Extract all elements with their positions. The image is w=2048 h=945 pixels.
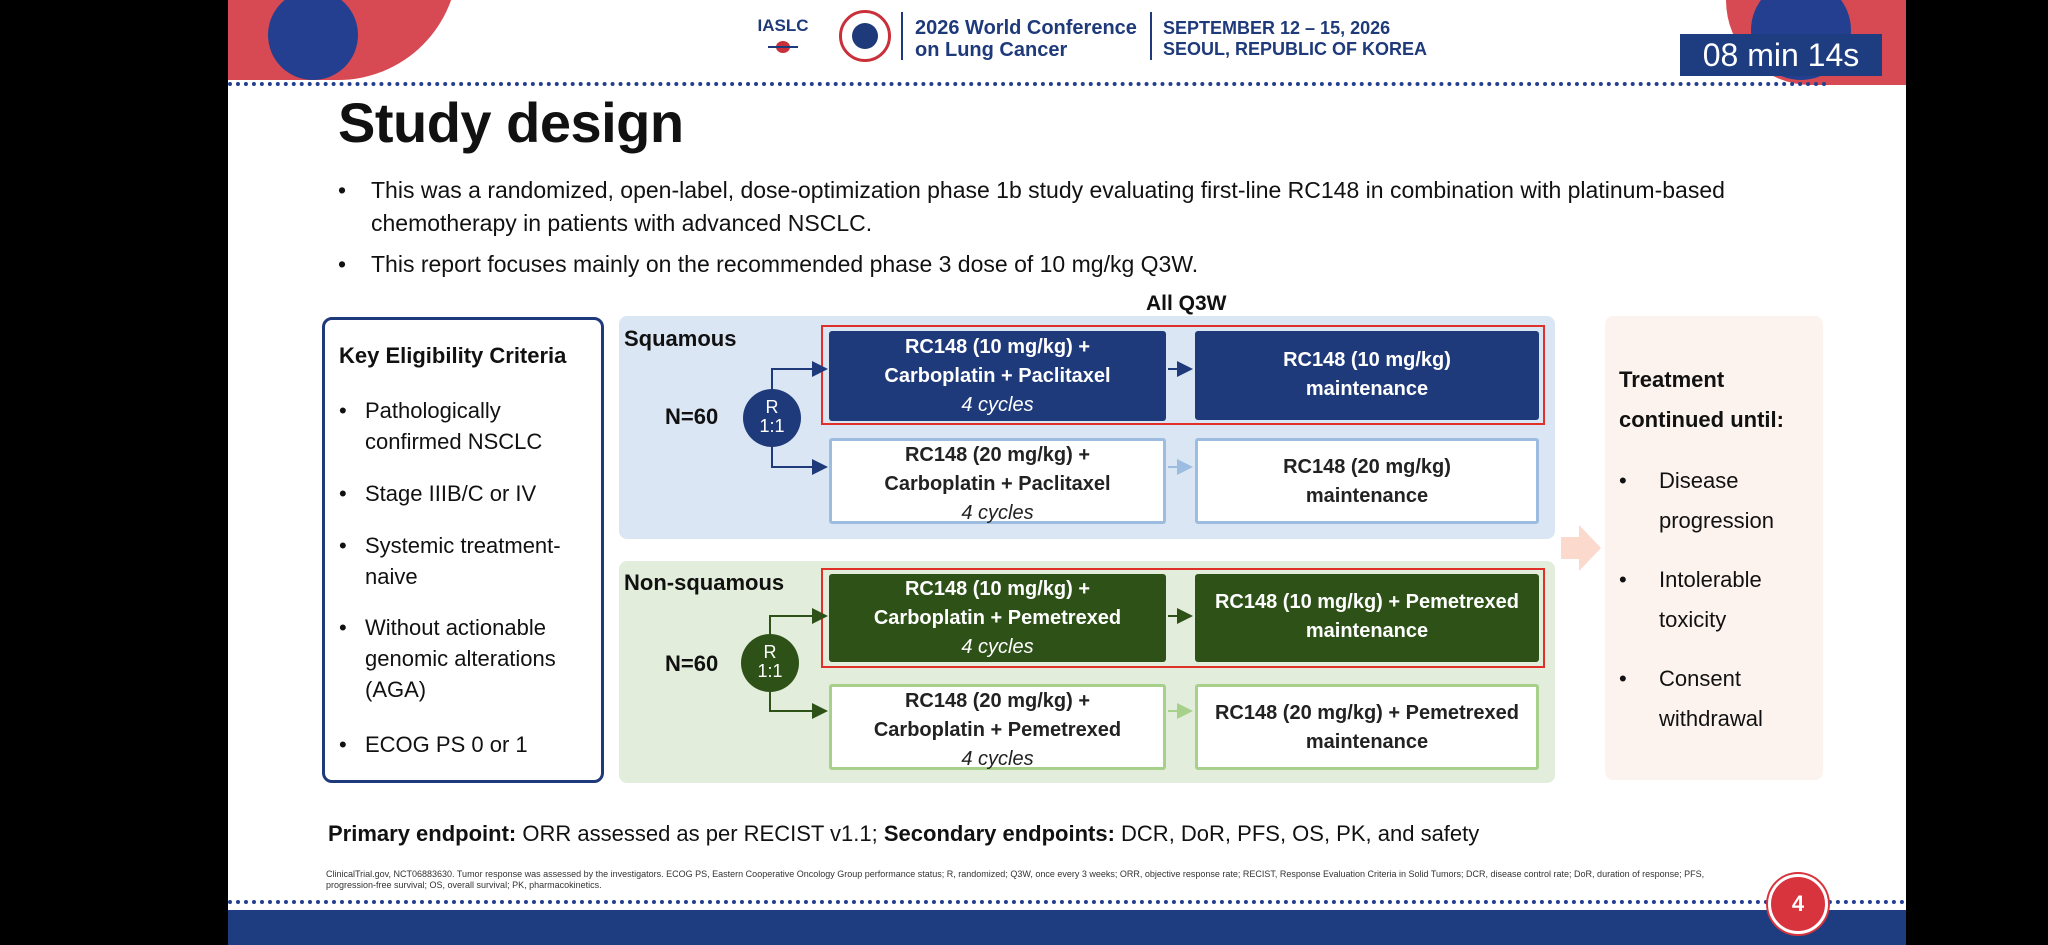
squamous-label: Squamous	[624, 326, 737, 351]
primary-endpoint-text: ORR assessed as per RECIST v1.1;	[516, 821, 884, 846]
eligibility-text: naive	[365, 564, 418, 589]
countdown-timer: 08 min 14s	[1680, 34, 1882, 76]
secondary-endpoint-label: Secondary endpoints:	[883, 821, 1115, 846]
eligibility-text: ECOG PS 0 or 1	[365, 732, 528, 757]
conference-location: SEOUL, REPUBLIC OF KOREA	[1163, 39, 1428, 59]
bullet-text: This was a randomized, open-label, dose-optimization phase 1b study evaluating first-line RC148 in combination with platinum-based	[371, 177, 1725, 203]
conference-date-line1: SEPTEMBER 12 – 15, 2026	[1163, 18, 1391, 38]
arm-cycles: 4 cycles	[961, 636, 1034, 658]
treatment-title-line1: Treatment	[1619, 367, 1725, 392]
arm-text: Carboplatin + Pemetrexed	[873, 719, 1122, 741]
footer-bar	[228, 910, 1906, 945]
arm-text: Carboplatin + Paclitaxel	[884, 365, 1111, 387]
eligibility-text: Stage IIIB/C or IV	[365, 481, 537, 506]
treatment-stop-text: Disease	[1659, 468, 1739, 493]
squamous-n: N=60	[665, 404, 719, 429]
nonsquamous-label: Non-squamous	[624, 570, 785, 595]
randomization-connector	[772, 369, 824, 389]
footnote: ClinicalTrial.gov, NCT06883630. Tumor response was assessed by the investigators. ECOG PS, Eastern Cooperative Oncology Group performance status; R, randomized; Q3W, once every 3 weeks; ORR, objective response rate; RECIST, Response Evaluation Criteria in Solid Tumors; DCR, disease control rate; DoR, duration of response; PFS, progression-free survival; OS, overall survival; PK, pharmacokinetics.	[326, 869, 1705, 890]
treatment-stop-text: Consent	[1659, 666, 1741, 691]
arm-cycles: 4 cycles	[961, 502, 1034, 524]
randomization-ratio: 1:1	[757, 661, 783, 681]
schedule-label: All Q3W	[1146, 292, 1227, 315]
iaslc-logo: IASLC	[757, 16, 809, 35]
randomization-label: R	[765, 397, 779, 417]
eligibility-text: Systemic treatment-	[365, 533, 561, 558]
eligibility-text: genomic alterations	[365, 646, 556, 671]
eligibility-box: Key Eligibility Criteria • Pathologically confirmed NSCLC • Stage IIIB/C or IV • Systemic treatment- naive • Without actionable genomic alterations (AGA) • ECOG PS 0 or 1	[322, 317, 604, 783]
eligibility-title: Key Eligibility Criteria	[339, 343, 567, 368]
arm-text: RC148 (10 mg/kg) +	[904, 578, 1091, 600]
maintenance-text: RC148 (10 mg/kg)	[1283, 349, 1451, 371]
arm-text: Carboplatin + Paclitaxel	[884, 473, 1111, 495]
slide: IASLC 2026 World Conference on Lung Cancer SEPTEMBER 12 – 15, 2026 SEOUL, REPUBLIC OF KOREA 08 min 14s Study design • This was a randomized, open-label, dose-optimization phase 1b study evaluating first-line RC148 in combination with platinum-based chemotherapy in patients with advanced NSCLC. • This report focuses mainly on the recommended phase 3 dose of 10 mg/kg Q3W. All Q3W Key Eligibility Criteria • Pathologically confirmed NSCLC • Stage IIIB/C or IV • Systemic treatment- naive • Without actionable genomic alterations (AGA) • ECOG PS 0 or 1 Squamous N=60 R 1:1 RC148 (10 mg/kg) + Carboplatin + Paclitaxel 4 cycles RC148 (10 mg/kg) maintenance RC148 (20 mg/kg) + Carboplatin + Paclitaxel 4 cycles RC148 (20 mg/kg) maintenance Non-squamous N=60 R 1:1 RC148 (10 mg/kg) + Carboplatin + Pemetrexed 4 cycles RC148 (10 mg/kg) + Pemetrexed maintenance RC148 (20 mg/kg) + Carboplatin + Pemetrexed 4 cycles RC148 (20 mg/kg) + Pemetrexed maintenance Treatment continued until: • Disease progression • Intolerable toxicity • Consent withdrawal Primary endpoint: ORR assessed as per RECIST v1.1; Secondary endpoints: DCR, DoR, PFS, OS, PK, and safety ClinicalTrial.gov, NCT06883630. Tumor response was assessed by the investigators. ECOG PS, Eastern Cooperative Oncology Group performance status; R, randomized; Q3W, once every 3 weeks; ORR, objective response rate; RECIST, Response Evaluation Criteria in Solid Tumors; DCR, disease control rate; DoR, duration of response; PFS, progression-free survival; OS, overall survival; PK, pharmacokinetics. 4	[228, 0, 1906, 945]
treatment-stop-text: toxicity	[1659, 607, 1727, 632]
bullet-dot-icon: •	[338, 177, 347, 203]
maintenance-text: RC148 (20 mg/kg)	[1283, 456, 1451, 478]
randomization-connector	[770, 692, 824, 711]
treatment-stop-text: withdrawal	[1659, 706, 1763, 731]
eligibility-text: Pathologically	[365, 398, 501, 423]
maintenance-text: maintenance	[1305, 731, 1429, 753]
randomization-connector	[772, 447, 824, 467]
conference-title-line2: on Lung Cancer	[915, 39, 1068, 61]
arm-cycles: 4 cycles	[961, 394, 1034, 416]
arm-text: RC148 (20 mg/kg) +	[904, 690, 1091, 712]
page-number-badge: 4	[1768, 874, 1828, 934]
maintenance-text: maintenance	[1305, 485, 1429, 507]
randomization-label: R	[763, 642, 777, 662]
maintenance-text: RC148 (10 mg/kg) + Pemetrexed	[1214, 591, 1520, 613]
maintenance-text: RC148 (20 mg/kg) + Pemetrexed	[1214, 702, 1520, 724]
eligibility-text: confirmed NSCLC	[365, 429, 543, 454]
bullet-text: This report focuses mainly on the recommended phase 3 dose of 10 mg/kg Q3W.	[371, 251, 1199, 277]
bullet-text: chemotherapy in patients with advanced NSCLC.	[371, 210, 873, 236]
bullet-dot-icon: •	[338, 251, 347, 277]
eligibility-text: (AGA)	[365, 677, 427, 702]
arm-text: RC148 (20 mg/kg) +	[904, 444, 1091, 466]
primary-endpoint-label: Primary endpoint:	[328, 821, 517, 846]
eligibility-text: Without actionable	[365, 615, 546, 640]
conference-title-line1: 2026 World Conference	[915, 17, 1137, 39]
arm-text: RC148 (10 mg/kg) +	[904, 336, 1091, 358]
footer-dotted-rule	[228, 896, 1906, 904]
treatment-stop-text: progression	[1659, 508, 1774, 533]
slide-title: Study design	[338, 91, 684, 154]
treatment-stop-text: Intolerable	[1659, 567, 1762, 592]
nonsquamous-n: N=60	[665, 651, 719, 676]
maintenance-text: maintenance	[1305, 620, 1429, 642]
maintenance-text: maintenance	[1305, 378, 1429, 400]
continuation-arrow-icon	[1561, 525, 1601, 571]
treatment-title-line2: continued until:	[1619, 407, 1784, 432]
arm-cycles: 4 cycles	[961, 748, 1034, 770]
endpoints-line	[328, 821, 1479, 847]
secondary-endpoint-text: DCR, DoR, PFS, OS, PK, and safety	[1114, 821, 1480, 846]
arm-text: Carboplatin + Pemetrexed	[873, 607, 1122, 629]
randomization-ratio: 1:1	[759, 416, 785, 436]
randomization-connector	[770, 616, 824, 634]
